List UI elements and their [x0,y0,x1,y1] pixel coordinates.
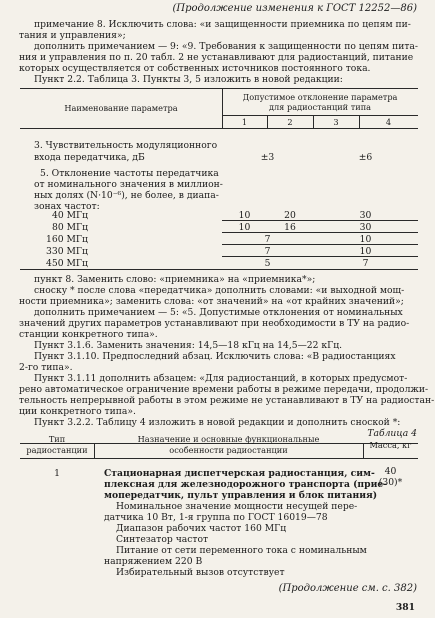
row5-label: от номинального значения в миллион- [34,179,223,190]
cell-value: 10 [359,234,372,245]
body-line: тельность непрерывной работы в этом режиме не устанавливают в ТУ на радиостан- [19,395,435,406]
row-desc-title: мопередатчик, пульт управления и блок питания) [104,490,378,501]
col-mass-header: Масса, кг [369,440,412,450]
cell-value: 10 [359,246,372,257]
intro-line: дополнить примечанием — 9: «9. Требования к защищенности по цепям пита- [34,41,419,52]
mass-value: (30)* [378,477,403,488]
table-rule [222,220,418,221]
page-header: (Продолжение изменения к ГОСТ 12252—86) [172,3,417,14]
row3-value-b: ±6 [358,152,373,163]
type-header: 2 [287,117,293,127]
row-desc: Синтезатор частот [116,534,209,545]
continuation-note: (Продолжение см. с. 382) [278,583,417,594]
freq-label: 450 МГц [46,258,88,269]
freq-label: 40 МГц [52,210,89,221]
cell-value: 30 [359,222,372,233]
row5-label: 5. Отклонение частоты передатчика [40,168,219,179]
row-desc: датчика 10 Вт, 1-я группа по ГОСТ 16019—78 [104,512,328,523]
cell-value: 10 [238,210,251,221]
row-desc: Номинальное значение мощности несущей пере- [116,501,358,512]
body-line: Пункт 3.1.10. Предпоследний абзац. Исключить слова: «В радиостанциях [34,351,396,362]
table-rule [20,128,418,129]
cell-value: 7 [264,246,271,257]
row-desc-title: плексная для железнодорожного транспорта (прие- [104,479,388,490]
body-line: дополнить примечанием — 5: «5. Допустимые отклонения от номинальных [34,307,403,318]
table-rule [222,256,418,257]
table-rule [20,269,418,270]
table-rule [222,232,418,233]
row5-label: ных долях (N·10⁻⁶), не более, в диапа- [34,190,219,201]
type-header: 3 [333,117,339,127]
cell-value: 5 [264,258,271,269]
body-line: ности приемника»; заменить слова: «от значений» на «от крайних значений»; [19,296,404,307]
row3-value-a: ±3 [260,152,275,163]
freq-label: 330 МГц [46,246,88,257]
row-desc: Диапазон рабочих частот 160 МГц [116,523,287,534]
col-deviation-header: Допустимое отклонение параметра [242,92,398,102]
intro-line: которых осуществляется от собственных источников постоянного тока. [19,63,371,74]
col-deviation-header: для радиостанций типа [268,102,372,112]
intro-line: ния и управления по п. 20 табл. 2 не устанавливают для радиостанций, питание [19,52,414,63]
cell-value: 16 [284,222,296,233]
table-rule [222,115,418,116]
col-desc-header: Назначение и основные функциональные [137,434,320,444]
freq-label: 80 МГц [52,222,89,233]
row5-label: зонах частот: [34,201,100,212]
row-type: 1 [54,468,60,479]
cell-value: 30 [359,210,372,221]
body-line: Пункт 3.2.2. Таблицу 4 изложить в новой редакции и дополнить сноской *: [34,417,401,428]
cell-value: 7 [362,258,369,269]
cell-value: 7 [264,234,271,245]
body-line: рено автоматическое ограничение времени работы в режиме передачи, продолжи- [19,384,429,395]
mass-value: 40 [384,466,397,477]
row-desc: Избирательный вызов отсутствует [116,567,285,578]
col-type-header: Тип [48,434,66,444]
intro-line: примечание 8. Исключить слова: «и защищенности приемника по цепям пи- [34,19,411,30]
col-desc-header: особенности радиостанции [169,445,288,455]
body-line: ции конкретного типа». [19,406,136,417]
intro-line: Пункт 2.2. Таблица 3. Пункты 3, 5 изложить в новой редакции: [34,74,343,85]
body-line: значений других параметров устанавливают при необходимости в ТУ на радио- [19,318,410,329]
table-rule [20,88,418,89]
body-line: 2-го типа». [19,362,73,373]
body-line: станции конкретного типа». [19,329,158,340]
freq-label: 160 МГц [46,234,88,245]
row3-label: 3. Чувствительность модуляционного [34,140,218,151]
table-rule [222,244,418,245]
type-header: 1 [241,117,248,127]
cell-value: 20 [284,210,296,221]
row-desc: Питание от сети переменного тока с номинальным [116,545,367,556]
body-line: Пункт 3.1.6. Заменить значения: 14,5—18 кГц на 14,5—22 кГц. [34,340,343,351]
row-desc-title: Стационарная диспетчерская радиостанция, сим- [104,468,375,479]
body-line: сноску * после слова «передатчика» дополнить словами: «и выходной мощ- [34,285,405,296]
page-number: 381 [395,602,415,613]
intro-line: тания и управления»; [19,30,126,41]
row3-label: входа передатчика, дБ [34,152,145,163]
col-type-header: радиостанции [26,445,88,455]
body-line: Пункт 3.1.11 дополнить абзацем: «Для радиостанций, в которых предусмот- [34,373,408,384]
cell-value: 10 [238,222,251,233]
row-desc: напряжением 220 В [104,556,203,567]
type-header: 4 [385,117,392,127]
table-rule [20,458,418,459]
col-param-header: Наименование параметра [64,103,178,113]
table-4-label: Таблица 4 [367,428,417,439]
body-line: пункт 8. Заменить слово: «приемника» на «приемника*»; [34,274,316,285]
